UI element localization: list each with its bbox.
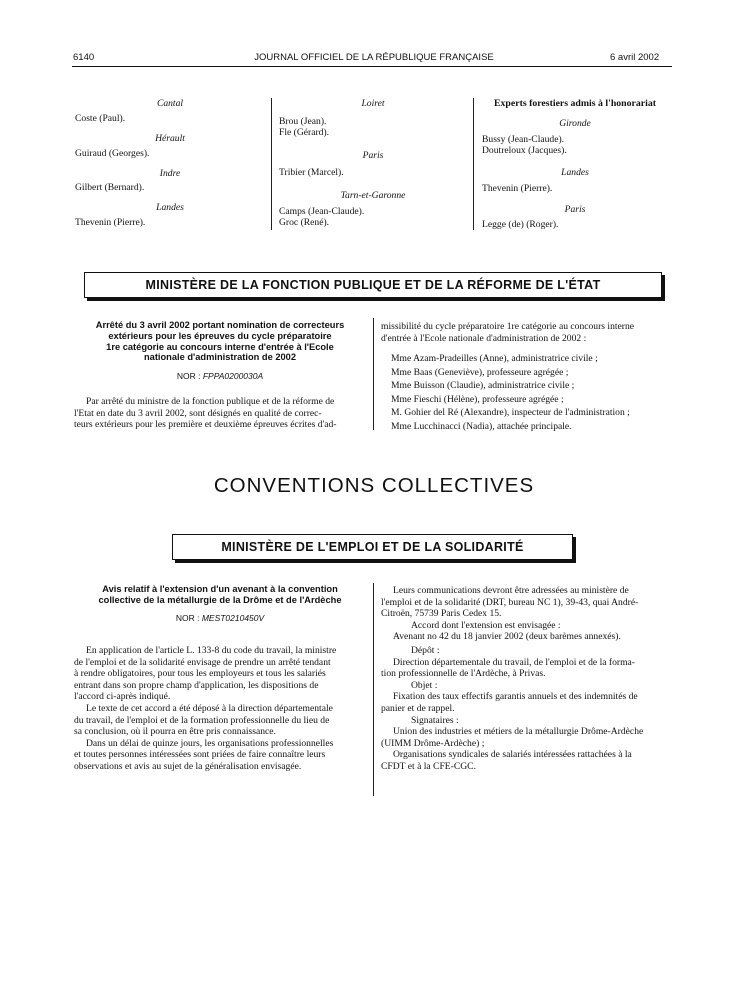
column-rule: [271, 98, 272, 230]
text-line: Fixation des taux effectifs garantis annuels et des indemnités de: [393, 691, 638, 703]
person-name: Camps (Jean-Claude).: [279, 206, 365, 217]
box-shadow: [175, 560, 576, 563]
header-rule: [72, 66, 672, 67]
text-line: l'emploi et de la solidarité (DRT, bureau NC 1), 39-43, quai André-: [381, 596, 639, 608]
publication-date: 6 avril 2002: [610, 52, 660, 63]
nor-reference: [74, 371, 366, 381]
avis-title: [74, 584, 366, 606]
arrete-title: [74, 320, 366, 363]
text-line: d'entrée à l'Ecole nationale d'administration de 2002 :: [381, 332, 587, 344]
region-label: Gironde: [559, 118, 591, 129]
text-line: à rendre obligatoires, pour tous les employeurs et tous les salariés: [74, 668, 326, 680]
text-line: teurs extérieurs pour les première et deuxième épreuves écrites d'ad-: [74, 419, 337, 431]
section-heading: Experts forestiers admis à l'honorariat: [494, 98, 656, 109]
text-line: l'Etat en date du 3 avril 2002, sont désignés en qualité de correc-: [74, 407, 322, 419]
avis-details: [381, 585, 673, 773]
text-line: de l'emploi et de la solidarité envisage de prendre un arrêté tendant: [74, 656, 331, 668]
title-line: nationale d'administration de 2002: [143, 352, 297, 363]
title-line: 1re catégorie au concours interne d'entrée à l'Ecole: [106, 341, 334, 352]
person-name: Tribier (Marcel).: [279, 167, 344, 178]
label-line: Signataires :: [411, 714, 459, 726]
list-item: Mme Fieschi (Hélène), professeure agrégée ;: [391, 393, 564, 405]
person-name: Groc (René).: [279, 217, 330, 228]
list-item: M. Gohier del Ré (Alexandre), inspecteur de l'administration ;: [391, 407, 630, 419]
region-label: Indre: [159, 168, 181, 179]
list-item: Mme Baas (Geneviève), professeure agrégée ;: [391, 366, 569, 378]
region-label: Paris: [564, 204, 586, 215]
box-shadow: [87, 298, 665, 301]
label-line: Objet :: [411, 679, 438, 691]
text-line: missibilité du cycle préparatoire 1re catégorie au concours interne: [381, 321, 635, 332]
text-line: l'accord ci-après indiqué.: [74, 691, 171, 703]
page-number: 6140: [73, 52, 95, 63]
region-label: Landes: [156, 202, 184, 213]
arrete-continuation: [381, 321, 673, 344]
region-label: Hérault: [155, 133, 185, 144]
text-line: Citroën, 75739 Paris Cedex 15.: [381, 608, 502, 620]
text-line: Union des industries et métiers de la métallurgie Drôme-Ardèche: [393, 726, 644, 738]
person-name: Doutreloux (Jacques).: [482, 145, 567, 156]
list-item: Mme Lucchinacci (Nadia), attachée principale.: [391, 420, 572, 432]
arrete-paragraph: [74, 396, 366, 431]
text-line: tion professionnelle de l'Ardèche, à Privas.: [381, 668, 546, 680]
list-item: Mme Azam-Pradeilles (Anne), administratrice civile ;: [391, 353, 598, 364]
title-line: extérieurs pour les épreuves du cycle préparatoire: [108, 330, 332, 341]
text-line: Le texte de cet accord a été déposé à la direction départementale: [86, 702, 333, 714]
text-line: (UIMM Drôme-Ardèche) ;: [381, 737, 485, 749]
text-line: Direction départementale du travail, de l'emploi et de la forma-: [393, 656, 636, 668]
text-line: entrant dans son propre champ d'application, les dispositions de: [74, 679, 319, 691]
section-title: CONVENTIONS COLLECTIVES: [213, 474, 535, 497]
title-line: Arrêté du 3 avril 2002 portant nomination de correcteurs: [95, 320, 345, 330]
text-line: du travail, de l'emploi et de la formation professionnelle du lieu de: [74, 714, 330, 726]
person-name: Thevenin (Pierre).: [75, 217, 146, 228]
list-item: Mme Buisson (Claudie), administratrice civile ;: [391, 380, 575, 392]
text-line: CFDT et à la CFE-CGC.: [381, 760, 476, 772]
text-line: Leurs communications devront être adressées au ministère de: [393, 585, 629, 596]
label-line: Dépôt :: [411, 644, 440, 656]
nor-code: MEST0210450V: [201, 613, 265, 623]
ministry-box: [84, 272, 662, 298]
person-name: Guiraud (Georges).: [75, 148, 150, 159]
person-name: Coste (Paul).: [75, 113, 126, 124]
region-label: Tarn-et-Garonne: [340, 190, 406, 201]
ministry-title: MINISTÈRE DE L'EMPLOI ET DE LA SOLIDARITÉ: [221, 540, 524, 554]
person-name: Gilbert (Bernard).: [75, 182, 145, 193]
region-label: Landes: [561, 167, 589, 178]
column-rule: [373, 318, 374, 430]
avis-body: [74, 645, 366, 773]
ministry-box: [172, 534, 573, 560]
title-line: Avis relatif à l'extension d'un avenant à la convention: [102, 584, 338, 594]
person-name: Legge (de) (Roger).: [482, 219, 559, 230]
text-line: Par arrêté du ministre de la fonction publique et de la réforme de: [86, 396, 335, 407]
text-line: En application de l'article L. 133-8 du code du travail, la ministre: [86, 645, 337, 656]
column-rule: [473, 98, 474, 230]
nor-label: NOR :: [176, 371, 201, 381]
text-line: panier et de rappel.: [381, 702, 455, 714]
corrector-list: [391, 352, 676, 434]
title-line: collective de la métallurgie de la Drôme et de l'Ardèche: [98, 594, 342, 605]
nor-reference: [74, 613, 366, 623]
nor-code: FPPA0200030A: [202, 371, 264, 381]
text-line: observations et avis au sujet de la généralisation envisagée.: [74, 760, 302, 772]
nor-label: NOR :: [175, 613, 200, 623]
column-rule: [373, 583, 374, 796]
label-line: Accord dont l'extension est envisagée :: [411, 619, 561, 631]
region-label: Loiret: [361, 98, 385, 109]
person-name: Bussy (Jean-Claude).: [482, 134, 565, 145]
text-line: Organisations syndicales de salariés intéressées rattachées à la: [393, 749, 632, 761]
text-line: sa conclusion, où il pourra en être pris connaissance.: [74, 726, 276, 738]
person-name: Fle (Gérard).: [279, 127, 330, 138]
person-name: Brou (Jean).: [279, 116, 327, 127]
text-line: Dans un délai de quinze jours, les organisations professionnelles: [86, 737, 334, 749]
journal-title: JOURNAL OFFICIEL DE LA RÉPUBLIQUE FRANÇAISE: [254, 52, 494, 63]
text-line: et toutes personnes intéressées sont priées de faire connaître leurs: [74, 749, 326, 761]
text-line: Avenant no 42 du 18 janvier 2002 (deux barèmes annexés).: [393, 631, 621, 643]
region-label: Cantal: [156, 98, 184, 109]
ministry-title: MINISTÈRE DE LA FONCTION PUBLIQUE ET DE LA RÉFORME DE L'ÉTAT: [145, 278, 601, 292]
region-label: Paris: [362, 150, 384, 161]
person-name: Thevenin (Pierre).: [482, 183, 553, 194]
